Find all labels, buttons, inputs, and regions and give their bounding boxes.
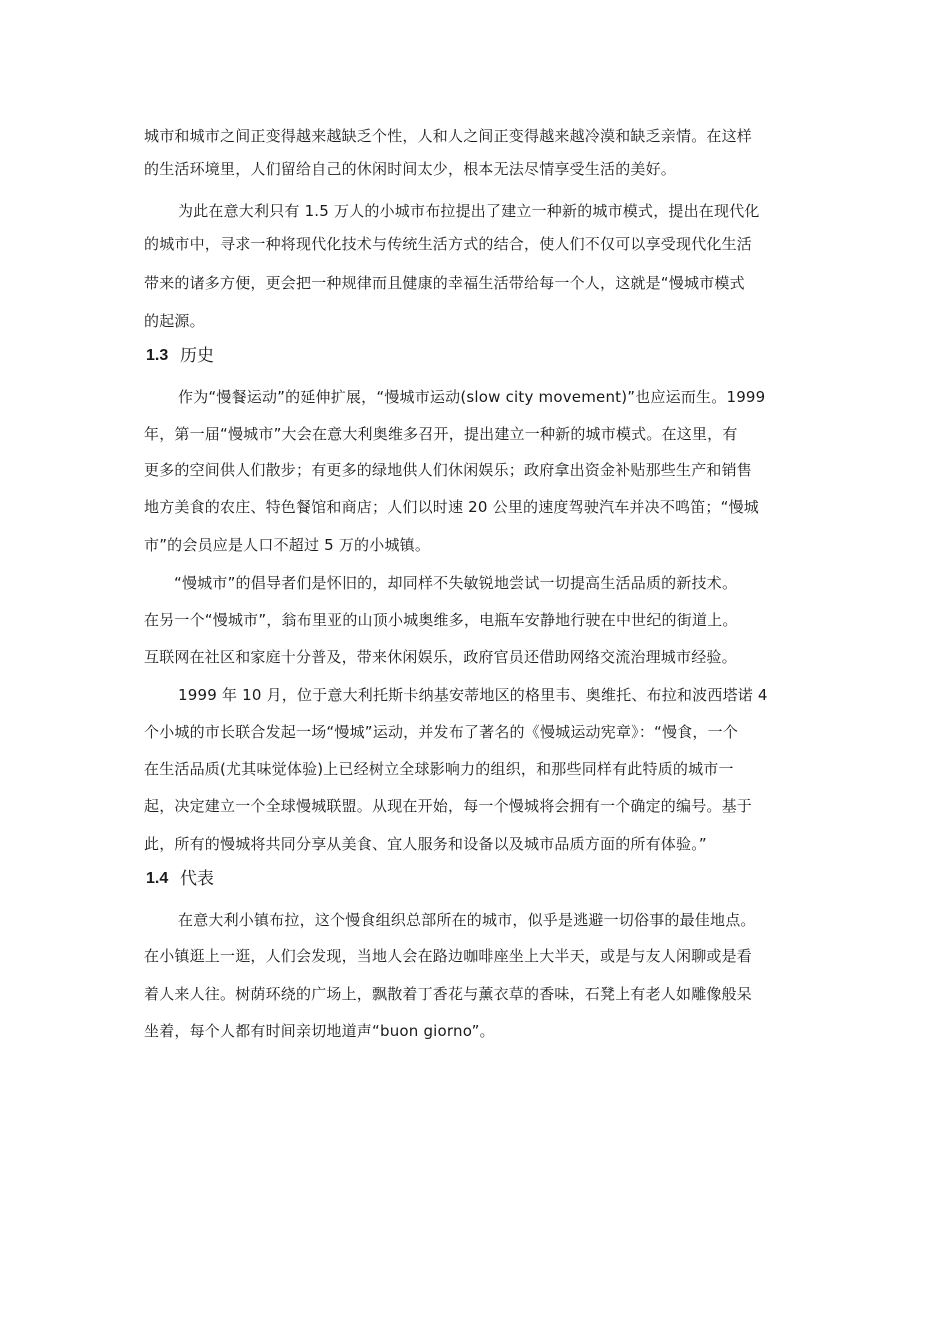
- text-line: 为此在意大利只有 1.5 万人的小城市布拉提出了建立一种新的城市模式，提出在现代化: [178, 202, 760, 220]
- text-line: 在意大利小镇布拉，这个慢食组织总部所在的城市，似乎是逃避一切俗事的最佳地点。: [178, 911, 756, 929]
- text-line: 在生活品质(尤其味觉体验)上已经树立全球影响力的组织，和那些同样有此特质的城市一: [144, 760, 734, 778]
- text-line: 的生活环境里，人们留给自己的休闲时间太少，根本无法尽情享受生活的美好。: [144, 160, 677, 178]
- text-line: 起，决定建立一个全球慢城联盟。从现在开始，每一个慢城将会拥有一个确定的编号。基于: [144, 797, 753, 815]
- text-line: 此，所有的慢城将共同分享从美食、宜人服务和设备以及城市品质方面的所有体验。”: [144, 835, 707, 853]
- text-line: 更多的空间供人们散步；有更多的绿地供人们休闲娱乐；政府拿出资金补贴那些生产和销售: [144, 461, 753, 479]
- text-line: 城市和城市之间正变得越来越缺乏个性，人和人之间正变得越来越冷漠和缺乏亲情。在这样: [144, 127, 753, 145]
- text-line: 坐着，每个人都有时间亲切地道声“buon giorno”。: [144, 1022, 495, 1040]
- text-line: 在小镇逛上一逛，人们会发现，当地人会在路边咖啡座坐上大半天，或是与友人闲聊或是看: [144, 947, 753, 965]
- text-line: 在另一个“慢城市”，翁布里亚的山顶小城奥维多，电瓶车安静地行驶在中世纪的街道上。: [144, 611, 738, 629]
- text-line: 着人来人往。树荫环绕的广场上，飘散着丁香花与薰衣草的香味，石凳上有老人如雕像般呆: [144, 985, 753, 1003]
- text-line: 市”的会员应是人口不超过 5 万的小城镇。: [144, 536, 431, 554]
- text-line: “慢城市”的倡导者们是怀旧的，却同样不失敏锐地尝试一切提高生活品质的新技术。: [174, 574, 738, 592]
- text-line: 1999 年 10 月，位于意大利托斯卡纳基安蒂地区的格里韦、奥维托、布拉和波西塔诺 4: [178, 686, 768, 704]
- text-line: 的起源。: [144, 312, 205, 330]
- text-line: 地方美食的农庄、特色餐馆和商店；人们以时速 20 公里的速度驾驶汽车并决不鸣笛；“慢城: [144, 498, 759, 516]
- text-line: 作为“慢餐运动”的延伸扩展，“慢城市运动(slow city movement)”也应运而生。1999: [178, 388, 766, 406]
- section-number: 1.4: [146, 870, 169, 887]
- text-line: 带来的诸多方便，更会把一种规律而且健康的幸福生活带给每一个人，这就是“慢城市模式: [144, 274, 745, 292]
- section-title: 历史: [180, 346, 214, 366]
- section-title: 代表: [180, 869, 214, 889]
- section-number: 1.3: [146, 347, 169, 364]
- text-line: 年，第一届“慢城市”大会在意大利奥维多召开，提出建立一种新的城市模式。在这里，有: [144, 425, 738, 443]
- text-line: 互联网在社区和家庭十分普及，带来休闲娱乐，政府官员还借助网络交流治理城市经验。: [144, 648, 737, 666]
- text-line: 个小城的市长联合发起一场“慢城”运动，并发布了著名的《慢城运动宪章》：“慢食，一个: [144, 723, 739, 741]
- text-line: 的城市中，寻求一种将现代化技术与传统生活方式的结合，使人们不仅可以享受现代化生活: [144, 235, 753, 253]
